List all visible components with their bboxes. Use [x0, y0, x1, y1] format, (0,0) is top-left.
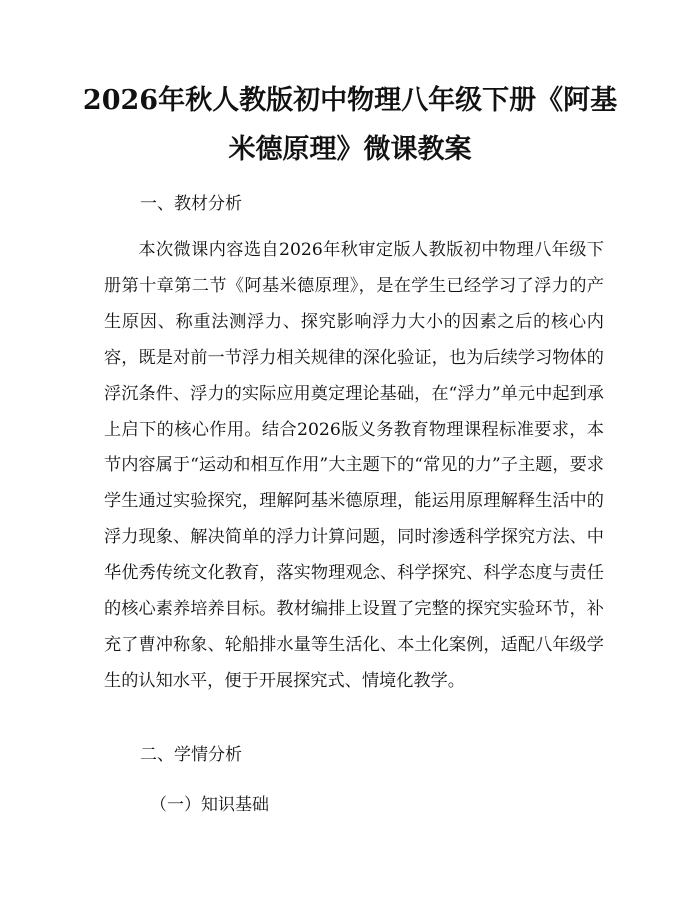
textbook-analysis-paragraph: 本次微课内容选自2026年秋审定版人教版初中物理八年级下册第十章第二节《阿基米德原理》，是在学生已经学习了浮力的产生原因、称重法测浮力、探究影响浮力大小的因素之后的核心内容，既是对前一节浮力相关规律的深化验证，也为后续学习物体的浮沉条件、浮力的实际应用奠定理论基础，在“浮力”单元中起到承上启下的核心作用。结合2026版义务教育物理课程标准要求，本节内容属于“运动和相互作用”大主题下的“常见的力”子主题，要求学生通过实验探究，理解阿基米德原理，能运用原理解释生活中的浮力现象、解决简单的浮力计算问题，同时渗透科学探究方法、中华优秀传统文化教育，落实物理观念、科学探究、科学态度与责任的核心素养培养目标。教材编排上设置了完整的探究实验环节，补充了曹冲称象、轮船排水量等生活化、本土化案例，适配八年级学生的认知水平，便于开展探究式、情境化教学。: [104, 240, 604, 691]
section-heading-student-analysis: 二、学情分析: [140, 745, 242, 765]
document-title-line-1: 2026年秋人教版初中物理八年级下册《阿基: [82, 85, 618, 116]
section-heading-textbook-analysis: 一、教材分析: [140, 194, 242, 214]
subsection-heading-knowledge-base: （一）知识基础: [150, 795, 269, 815]
document-title-line-2: 米德原理》微课教案: [228, 134, 472, 165]
